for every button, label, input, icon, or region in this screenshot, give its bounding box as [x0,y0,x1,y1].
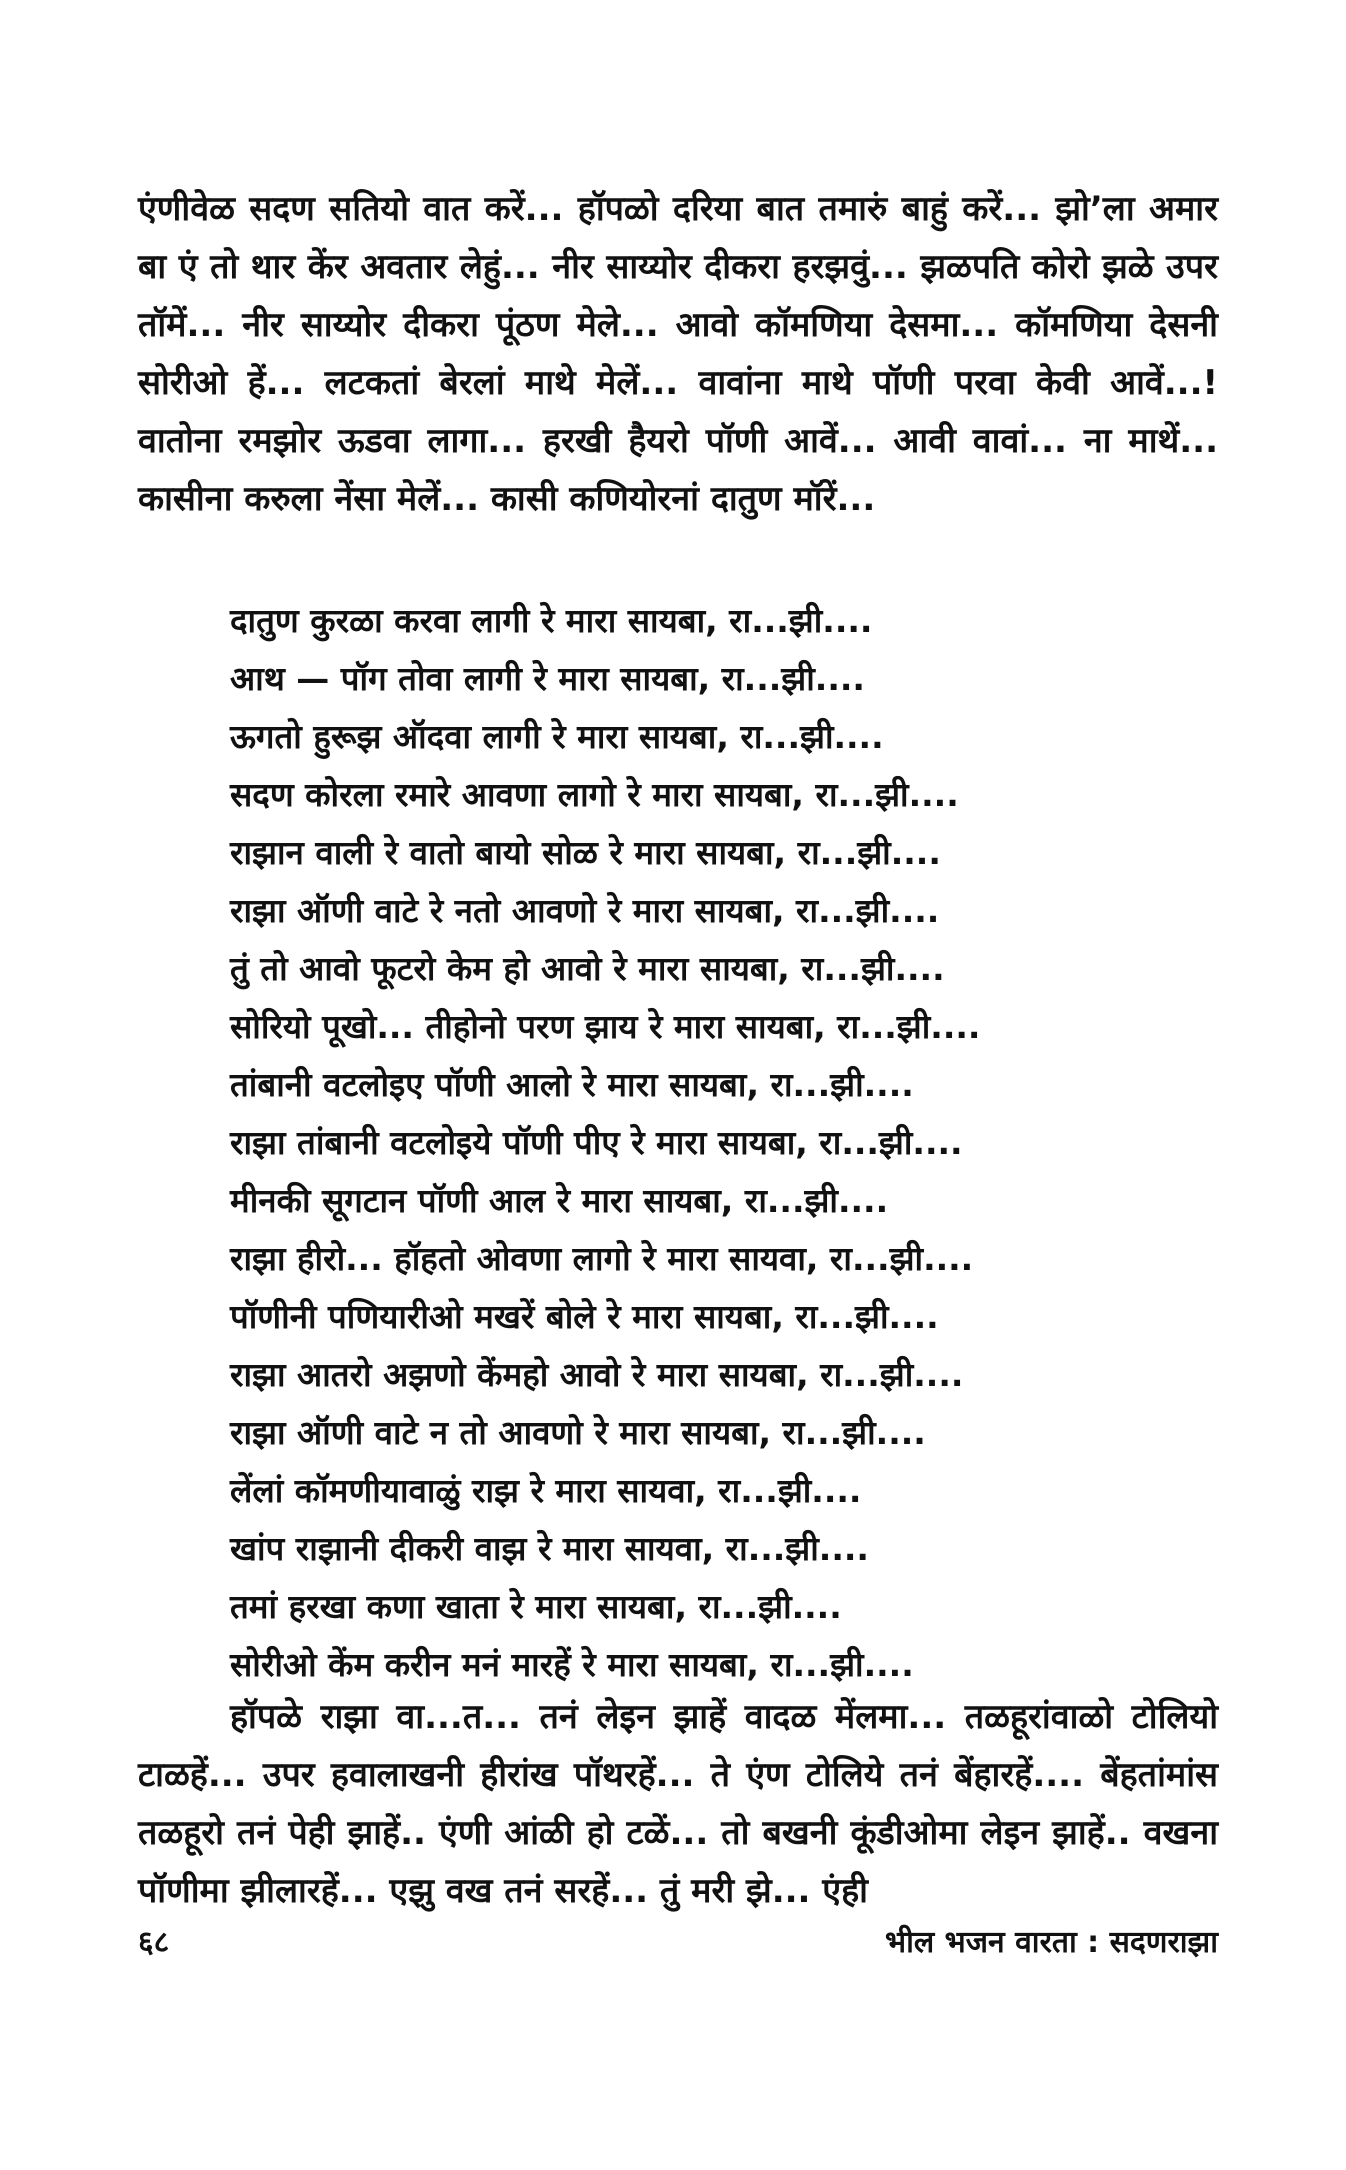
verse-line: ऊगतो हुरूझ ऑदवा लागी रे मारा सायबा, रा...झी.... [230,717,884,756]
verse-line: राझा ऑणी वाटे रे नतो आवणो रे मारा सायबा, रा...झी.... [230,891,940,930]
verse-block [230,592,1210,1694]
paragraph-top: एंणीवेळ सदण सतियो वात करें... हॉपळो दरिया बात तमारुं बाहुं करें... झो’ला अमार बा एं तो थार केंर अवतार लेहुं... नीर साय्योर दीकरा हरझवुं... झळपति कोरो झळे उपर तॉमें... नीर साय्योर दीकरा पूंठण मेले... आवो कॉमणिया देसमा... कॉमणिया देसनी सोरीओ हें... लटकतां बेरलां माथे मेलें... वावांना माथे पॉणी परवा केवी आवें...! वातोना रमझोर ऊडवा लागा... हरखी हैयरो पॉणी आवें... आवी वावां... ना माथें... कासीना करुला नेंसा मेलें... कासी कणियोरनां दातुण मॉरें... [138,189,1218,519]
verse-line: तमां हरखा कणा खाता रे मारा सायबा, रा...झी.... [230,1587,842,1626]
verse-line: राझा हीरो... हॉहतो ओवणा लागो रे मारा सायवा, रा...झी.... [230,1239,974,1278]
verse-line: खांप राझानी दीकरी वाझ रे मारा सायवा, रा...झी.... [230,1529,869,1568]
verse-line: दातुण कुरळा करवा लागी रे मारा सायबा, रा...झी.... [230,601,873,640]
verse-line: पॉणीनी पणियारीओ मखरें बोले रे मारा सायबा, रा...झी.... [230,1297,939,1336]
verse-line: आथ — पॉग तोवा लागी रे मारा सायबा, रा...झी.... [230,659,865,698]
verse-line: राझा आतरो अझणो केंमहो आवो रे मारा सायबा, रा...झी.... [230,1355,964,1394]
verse-line: लेंलां कॉमणीयावाळुं राझ रे मारा सायवा, रा...झी.... [230,1471,862,1510]
verse-line: राझा ऑणी वाटे न तो आवणो रे मारा सायबा, रा...झी.... [230,1413,926,1452]
verse-line: मीनकी सूगटान पॉणी आल रे मारा सायबा, रा...झी.... [230,1181,889,1220]
verse-line: सोरियो पूखो... तीहोनो परण झाय रे मारा सायबा, रा...झी.... [230,1007,981,1046]
page-number: ६८ [138,1925,170,1960]
running-title: भील भजन वारता : सदणराझा [885,1925,1218,1960]
verse-line: तांबानी वटलोइए पॉणी आलो रे मारा सायबा, रा...झी.... [230,1065,914,1104]
verse-line: तुं तो आवो फूटरो केम हो आवो रे मारा सायबा, रा...झी.... [230,949,945,988]
verse-line: सोरीओ केंम करीन मनं मारहें रे मारा सायबा, रा...झी.... [230,1645,914,1684]
verse-line: राझान वाली रे वातो बायो सोळ रे मारा सायबा, रा...झी.... [230,833,941,872]
verse-line: राझा तांबानी वटलोइये पॉणी पीए रे मारा सायबा, रा...झी.... [230,1123,963,1162]
verse-line: सदण कोरला रमारे आवणा लागो रे मारा सायबा, रा...झी.... [230,775,959,814]
paragraph-bottom: हॉपळे राझा वा...त... तनं लेइन झाहें वादळ मेंलमा... तळहूरांवाळो टोलियो टाळहें... उपर हवालाखनी हीरांख पॉथरहें... ते एंण टोलिये तनं बेंहारहें.... बेंहतांमांस तळहूरो तनं पेही झाहें.. एंणी आंळी हो टळें... तो बखनी कूंडीओमा लेइन झाहें.. वखना पॉणीमा झीलारहें... एझु वख तनं सरहें... तुं मरी झे... एंही [138,1697,1218,1911]
page-footer [138,1920,1218,1960]
